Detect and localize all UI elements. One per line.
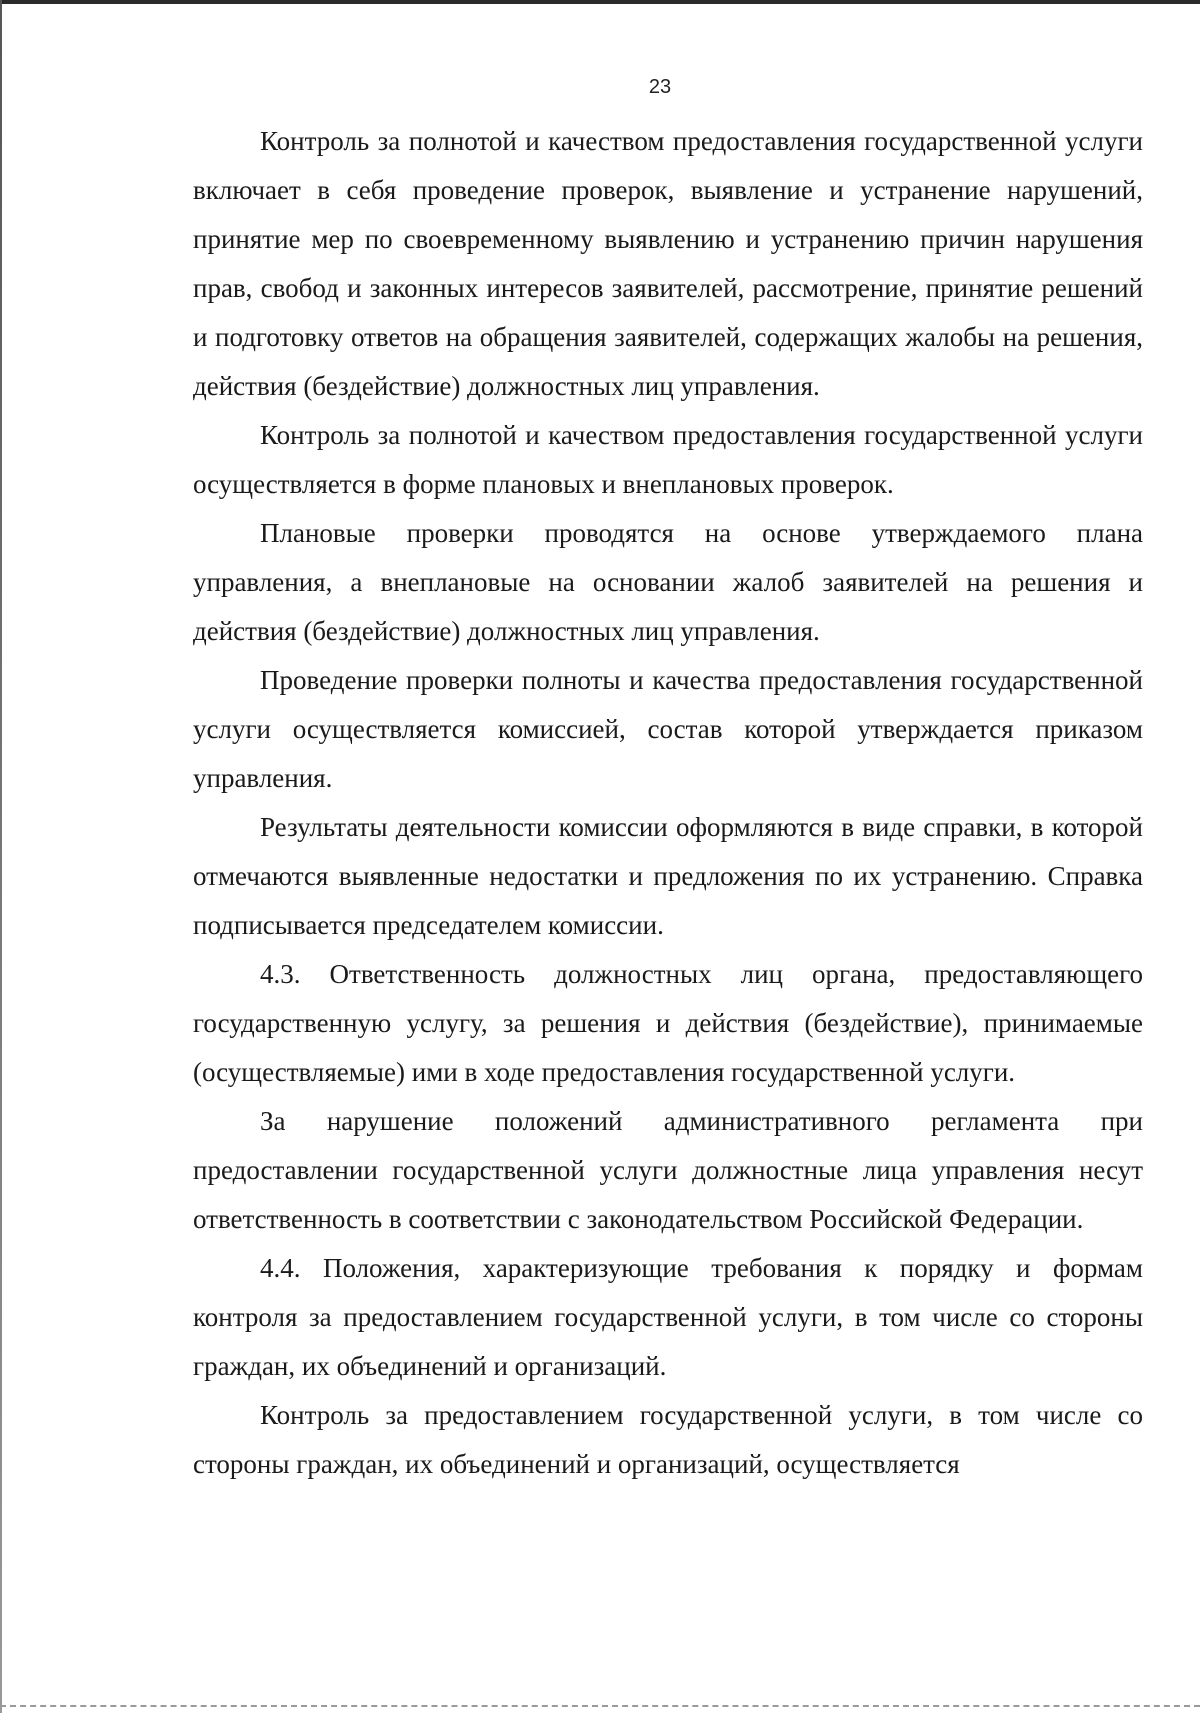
paragraph-control-scope: Контроль за полнотой и качеством предоставления государственной услуги включает в себя проведение проверок, выявление и устранение нарушений, принятие мер по своевременному выявлению и устранению причин нарушения прав, свобод и законных интересов заявителей, рассмотрение, принятие решений и подготовку ответов на обращения заявителей, содержащих жалобы на решения, действия (бездействие) должностных лиц управления. — [193, 126, 1143, 401]
paragraph-commission-results: Результаты деятельности комиссии оформляются в виде справки, в которой отмечаются выявленные недостатки и предложения по их устранению. Справка подписывается председателем комиссии. — [193, 812, 1143, 940]
section-heading-4-4: 4.4. Положения, характеризующие требования к порядку и формам контроля за предоставлением государственной услуги, в том числе со стороны граждан, их объединений и организаций. — [193, 1253, 1143, 1381]
paragraph-planned-checks: Плановые проверки проводятся на основе утверждаемого плана управления, а внеплановые на основании жалоб заявителей на решения и действия (бездействие) должностных лиц управления. — [193, 518, 1143, 646]
scan-left-edge — [0, 0, 2, 1713]
scan-bottom-edge — [0, 1705, 1200, 1707]
paragraph-commission: Проведение проверки полноты и качества предоставления государственной услуги осуществляется комиссией, состав которой утверждается приказом управления. — [193, 665, 1143, 793]
section-heading-4-3: 4.3. Ответственность должностных лиц органа, предоставляющего государственную услугу, за решения и действия (бездействие), принимаемые (осуществляемые) ими в ходе предоставления государственной услуги. — [193, 959, 1143, 1087]
paragraph-liability: За нарушение положений административного регламента при предоставлении государственной услуги должностные лица управления несут ответственность в соответствии с законодательством Российской Федерации. — [193, 1106, 1143, 1234]
paragraph-control-form: Контроль за полнотой и качеством предоставления государственной услуги осуществляется в форме плановых и внеплановых проверок. — [193, 420, 1143, 499]
paragraph-public-control: Контроль за предоставлением государственной услуги, в том числе со стороны граждан, их объединений и организаций, осуществляется — [193, 1400, 1143, 1479]
page-number: 23 — [648, 76, 672, 98]
document-body — [193, 117, 1143, 1489]
scan-top-edge — [0, 0, 1200, 4]
